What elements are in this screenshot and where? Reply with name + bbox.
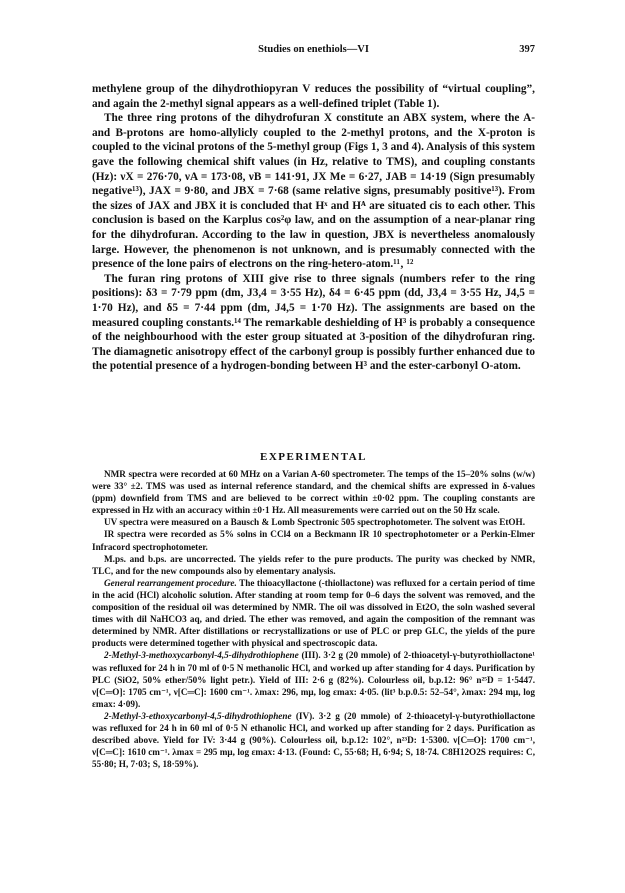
compound-iii-paragraph — [92, 649, 535, 709]
experimental-paragraph-nmr: NMR spectra were recorded at 60 MHz on a Varian A-60 spectrometer. The temps of the 15–20% solns (w/w) were 33° ±2. TMS was used as internal reference standard, and the chemical shifts are expressed in δ-values (ppm) downfield from TMS and are believed to be correct within ±0·02 ppm. The coupling constants are expressed in Hz with an accuracy within ±0·1 Hz. All measurements were carried out on the 50 Hz scale. — [92, 469, 535, 516]
discussion-paragraph-2: The three ring protons of the dihydrofuran X constitute an ABX system, where the A- and B-protons are homo-allylicly coupled to the 2-methyl protons, and the X-proton is coupled to the vicinal protons of the 5-methyl group (Figs 1, 3 and 4). Analysis of this system gave the following chemical shift values (in Hz, relative to TMS), and coupling constants (Hz): νX = 276·70, νA = 173·08, νB = 141·91, JX Me = 6·27, JAB = 14·19 (Sign presumably negative¹³), JAX = 9·80, and JBX = 7·68 (same relative signs, presumably positive¹³). From the sizes of JAX and JBX it is concluded that Hˣ and Hᴬ are situated cis to each other. This conclusion is based on the Karplus cos²φ law, and on the assumption of a near-planar ring for the dihydrofuran. According to the law in question, JBX is nevertheless anomalously large. However, the phenomenon is not unknown, and is presumably connected with the presence of the lone pairs of electrons on the ring-hetero-atom.¹¹‚ ¹² — [92, 112, 536, 271]
experimental-section — [92, 468, 535, 770]
experimental-paragraph-ir: IR spectra were recorded as 5% solns in CCl4 on a Beckmann IR 10 spectrophotometer or a Perkin-Elmer Infracord spectrophotometer. — [92, 529, 535, 552]
general-procedure-text: The thioacyllactone (-thiollactone) was refluxed for a certain period of time in the acid (HCl) alcoholic solution. After standing at room temp for 0–6 days the solvent was removed, and the composition of the residual oil was determined by NMR. The oil was dissolved in Et2O, the soln washed several times with dil NaHCO3 aq, and dried. The ether was removed, and again the composition of the remnant was determined by NMR. After distillations or recrystallizations or use of PLC or prep GLC, the yields of the pure products were determined together with physical and spectroscopic data. — [92, 577, 536, 649]
compound-iv-paragraph — [92, 710, 535, 770]
experimental-paragraph-mp: M.ps. and b.ps. are uncorrected. The yields refer to the pure products. The purity was checked by NMR, TLC, and for the new compounds also by elementary analysis. — [92, 553, 535, 576]
discussion-paragraph-3: The furan ring protons of XIII give rise to three signals (numbers refer to the ring positions): δ3 = 7·79 ppm (dm, J3,4 = 3·55 Hz), δ4 = 6·45 ppm (dd, J3,4 = 3·55 Hz, J4,5 = 1·70 Hz), and δ5 = 7·44 ppm (dm, J4,5 = 1·70 Hz). The assignments are based on the measured coupling constants.¹⁴ The remarkable deshielding of H³ is probably a consequence of the neighbourhood with the ester group situated at 3-position of the dihydrofuran ring. The diamagnetic anisotropy effect of the carbonyl group is possibly further enhanced due to the potential presence of a hydrogen-bonding between H³ and the ester-carbonyl O-atom. — [92, 272, 535, 373]
compound-iv-text: (IV). 3·2 g (20 mmole) of 2-thioacetyl-γ-butyrothiollactone was refluxed for 24 h in 60 ml of 0·5 N ethanolic HCl, and worked up after standing for 2 days. Purification as described above. Yield for IV: 3·44 g (90%). Colourless oil, b.p.12: 102°, n²³D: 1·5300. ν[C═O]: 1700 cm⁻¹, ν[C═C]: 1610 cm⁻¹. λmax = 295 mμ, log εmax: 4·13. (Found: C, 55·68; H, 6·94; S, 18·74. C8H12O2S requires: C, 55·80; H, 7·03; S, 18·59%). — [92, 710, 535, 770]
discussion-paragraph-1: methylene group of the dihydrothiopyran V reduces the possibility of “virtual coupling”, and again the 2-methyl signal appears as a well-defined triplet (Table 1). — [92, 83, 535, 110]
experimental-heading: EXPERIMENTAL — [259, 451, 368, 463]
discussion-section — [92, 82, 535, 374]
general-procedure-label: General rearrangement procedure. — [104, 577, 237, 588]
page-number: 397 — [519, 44, 535, 55]
compound-iii-text: (III). 3·2 g (20 mmole) of 2-thioacetyl-γ-butyrothiollactone¹ was refluxed for 24 h in 70 ml of 0·5 N methanolic HCl, and worked up after standing for 4 days. Purification by PLC (SiO2, 50% ether/50% light petr.). Yield of III: 2·6 g (82%). Colourless oil, b.p.12: 96° n²⁵D = 1·5447. ν[C═O]: 1705 cm⁻¹, ν[C═C]: 1600 cm⁻¹. λmax: 296, mμ, log εmax: 4·05. (lit³ b.p.0.5: 52–54°, λmax: 294 mμ, log εmax: 4·09). — [92, 650, 535, 709]
running-header — [92, 44, 535, 58]
compound-iii-name: 2-Methyl-3-methoxycarbonyl-4,5-dihydrothiophene — [104, 650, 299, 661]
running-title: Studies on enethiols—VI — [258, 44, 369, 55]
experimental-paragraph-uv: UV spectra were measured on a Bausch & Lomb Spectronic 505 spectrophotometer. The solvent was EtOH. — [104, 517, 525, 528]
compound-iv-name: 2-Methyl-3-ethoxycarbonyl-4,5-dihydrothiophene — [104, 710, 292, 721]
general-procedure-paragraph — [92, 577, 535, 650]
